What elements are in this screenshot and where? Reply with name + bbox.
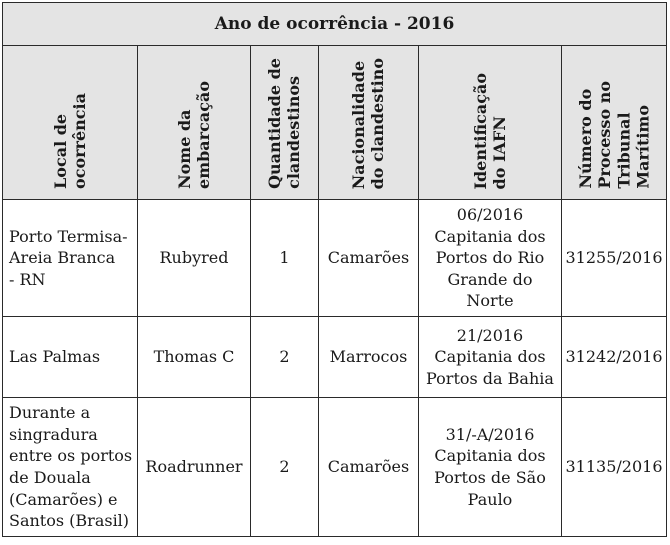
- header-nacionalidade: [319, 46, 419, 200]
- cell-local: Las Palmas: [3, 317, 138, 398]
- cell-processo: 31242/2016: [562, 317, 667, 398]
- header-label: Número do Processo no Tribunal Marítimo: [575, 81, 653, 189]
- cell-nacionalidade: Camarões: [319, 200, 419, 317]
- cell-iafn: 21/2016 Capitania dos Portos da Bahia: [419, 317, 562, 398]
- header-label: Local de ocorrência: [50, 93, 89, 189]
- table-title: Ano de ocorrência - 2016: [3, 3, 667, 46]
- cell-processo: 31255/2016: [562, 200, 667, 317]
- table-row: [3, 317, 667, 398]
- occurrence-table: [2, 2, 667, 537]
- header-label: Identificação do IAFN: [470, 72, 509, 189]
- cell-processo: 31135/2016: [562, 398, 667, 537]
- table-row: [3, 200, 667, 317]
- cell-quantidade: 2: [251, 398, 319, 537]
- header-label: Quantidade de clandestinos: [265, 58, 304, 189]
- cell-local: Durante a singradura entre os portos de Douala (Camarões) e Santos (Brasil): [3, 398, 138, 537]
- cell-iafn: 06/2016 Capitania dos Portos do Rio Grande do Norte: [419, 200, 562, 317]
- header-label: Nacionalidade do clandestino: [349, 57, 388, 189]
- cell-embarcacao: Roadrunner: [138, 398, 251, 537]
- cell-local: Porto Termisa- Areia Branca - RN: [3, 200, 138, 317]
- cell-quantidade: 1: [251, 200, 319, 317]
- cell-nacionalidade: Marrocos: [319, 317, 419, 398]
- header-numero-processo: [562, 46, 667, 200]
- table-row: [3, 398, 667, 537]
- header-nome-embarcacao: [138, 46, 251, 200]
- cell-embarcacao: Rubyred: [138, 200, 251, 317]
- header-quantidade-clandestinos: [251, 46, 319, 200]
- cell-iafn: 31/-A/2016 Capitania dos Portos de São Paulo: [419, 398, 562, 537]
- cell-quantidade: 2: [251, 317, 319, 398]
- cell-nacionalidade: Camarões: [319, 398, 419, 537]
- header-label: Nome da embarcação: [174, 81, 213, 189]
- cell-embarcacao: Thomas C: [138, 317, 251, 398]
- header-local-ocorrencia: [3, 46, 138, 200]
- header-identificacao-iafn: [419, 46, 562, 200]
